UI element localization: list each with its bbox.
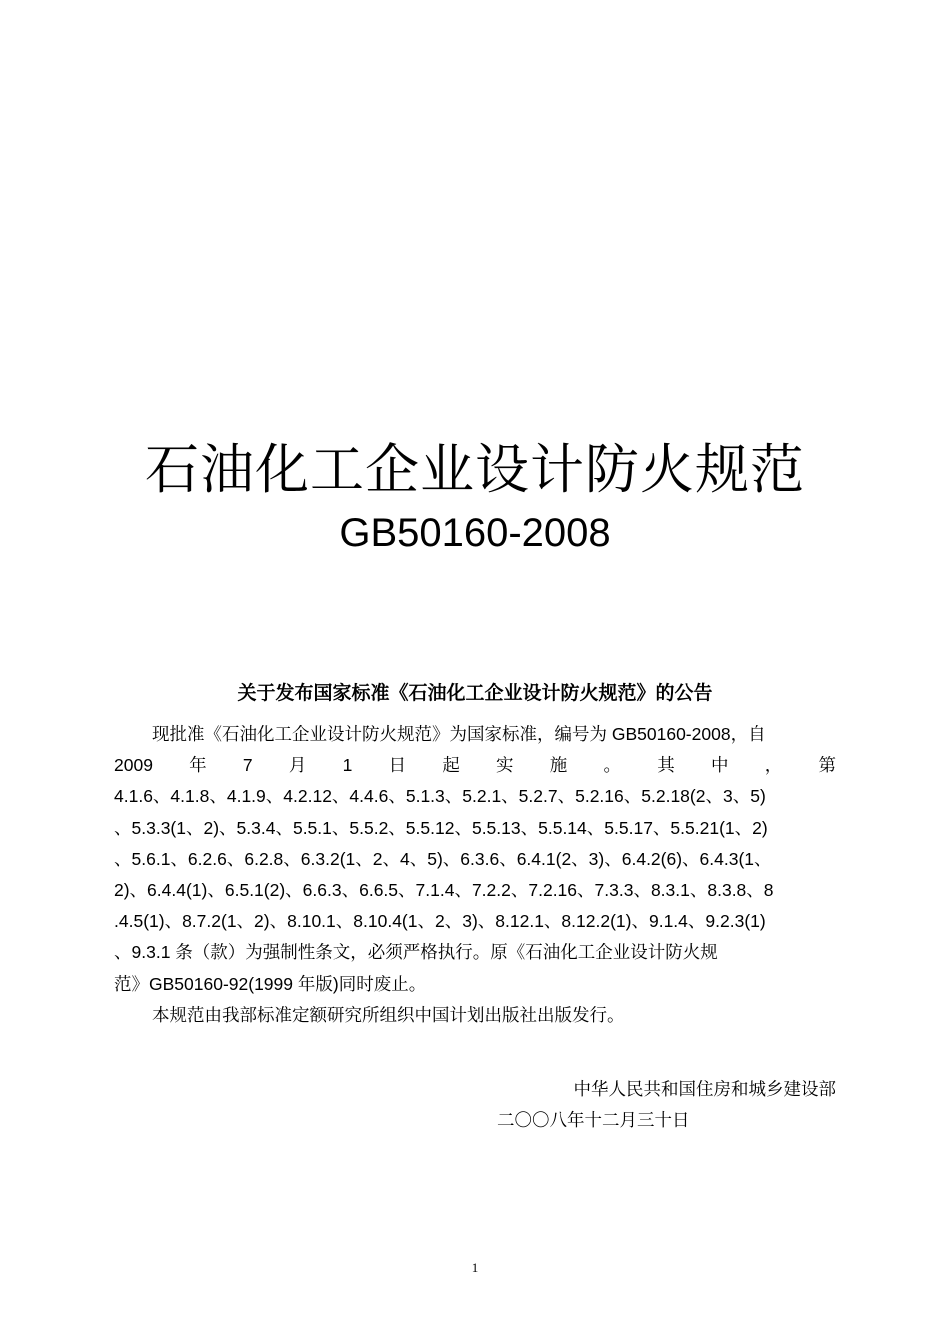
notice-line-2-token: 月	[288, 755, 307, 776]
notice-line-2-token: 年	[189, 755, 207, 776]
notice-line-2-token: 1	[342, 755, 353, 776]
notice-line-2-token: 2009	[114, 755, 153, 776]
notice-line-3: 4.1.6、4.1.8、4.1.9、4.2.12、4.4.6、5.1.3、5.2.1、5.2.7、5.2.16、5.2.18(2、3、5)	[114, 786, 766, 807]
notice-line-9: 范》GB50160-92(1999 年版)同时废止。	[114, 973, 427, 994]
document-title: 石油化工企业设计防火规范	[145, 438, 805, 501]
notice-paragraph-2: 本规范由我部标准定额研究所组织中国计划出版社出版发行。	[152, 1004, 625, 1025]
notice-line-8: 、9.3.1 条（款）为强制性条文，必须严格执行。原《石油化工企业设计防火规	[114, 942, 718, 963]
notice-line-2-token: 7	[242, 755, 253, 776]
notice-line-2-token: 起	[442, 755, 460, 776]
notice-body	[114, 719, 836, 1031]
notice-line-2-token: 日	[388, 755, 407, 776]
issuer-name: 中华人民共和国住房和城乡建设部	[573, 1080, 836, 1100]
notice-line-5: 、5.6.1、6.2.6、6.2.8、6.3.2(1、2、4、5)、6.3.6、6.4.1(2、3)、6.4.2(6)、6.4.3(1、	[114, 848, 772, 869]
notice-line-2	[114, 750, 836, 781]
notice-line-2-token: 。	[603, 755, 622, 776]
title-block	[0, 432, 950, 558]
notice-line-2-token: 中	[710, 755, 729, 776]
notice-line-2-token: 其	[657, 755, 675, 776]
notice-line-7: .4.5(1)、8.7.2(1、2)、8.10.1、8.10.4(1、2、3)、8.12.1、8.12.2(1)、9.1.4、9.2.3(1)	[114, 911, 766, 932]
notice-line-2-token: 实	[496, 755, 514, 776]
notice-heading: 关于发布国家标准《石油化工企业设计防火规范》的公告	[237, 682, 713, 704]
issue-date: 二〇〇八年十二月三十日	[497, 1111, 690, 1131]
notice-line-2-token: 第	[818, 755, 836, 776]
document-code: GB50160-2008	[339, 511, 611, 555]
notice-line-4: 、5.3.3(1、2)、5.3.4、5.5.1、5.5.2、5.5.12、5.5.13、5.5.14、5.5.17、5.5.21(1、2)	[114, 817, 768, 838]
notice-line-2-token: ，	[764, 755, 783, 776]
page-number: 1	[471, 1260, 479, 1275]
notice-line-1: 现批准《石油化工企业设计防火规范》为国家标准，编号为 GB50160-2008，自	[152, 724, 766, 744]
notice-line-2-token: 施	[549, 755, 568, 776]
notice-line-6: 2)、6.4.4(1)、6.5.1(2)、6.6.3、6.6.5、7.1.4、7.2.2、7.2.16、7.3.3、8.3.1、8.3.8、8	[114, 879, 774, 900]
